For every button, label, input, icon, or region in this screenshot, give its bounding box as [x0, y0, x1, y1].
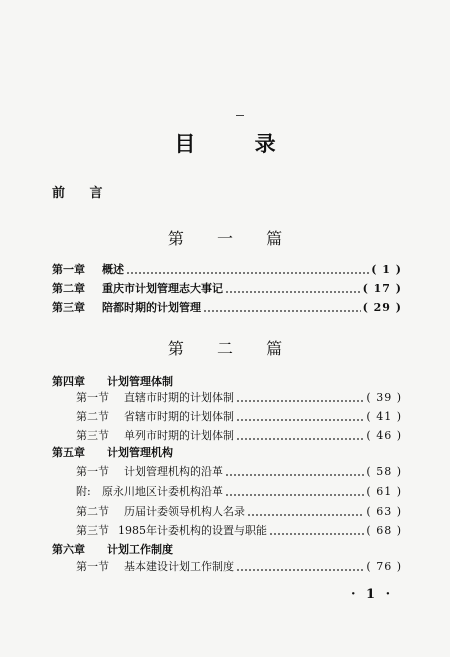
section-title: 历届计委领导机构人名录: [124, 505, 245, 518]
section-title: 基本建设计划工作制度: [124, 560, 234, 573]
preface-link[interactable]: 前 言: [52, 186, 113, 201]
page-number: ( 46 ): [366, 428, 402, 442]
dot-leader: [247, 502, 364, 520]
section-number: 第一节: [76, 465, 109, 478]
chapter-title: 计划工作制度: [107, 543, 173, 556]
section-title: 计划管理机构的沿革: [124, 465, 223, 478]
part-one-heading: 第 一 篇: [167, 229, 297, 248]
chapter-title: 陪都时期的计划管理: [102, 301, 201, 314]
toc-entry-section[interactable]: [76, 426, 402, 444]
dot-leader: [269, 521, 364, 539]
section-number: 第一节: [76, 560, 109, 573]
section-title: 省辖市时期的计划体制: [124, 410, 234, 423]
page-number: ( 58 ): [366, 464, 402, 478]
toc-entry-chapter-3[interactable]: [52, 298, 402, 316]
section-title: 直辖市时期的计划体制: [124, 391, 234, 404]
dot-leader: [225, 279, 361, 297]
part-two-heading: 第 二 篇: [167, 339, 297, 358]
toc-entry-chapter-1[interactable]: [52, 260, 402, 278]
page-number: ( 68 ): [366, 523, 402, 537]
chapter-title: 概述: [102, 263, 124, 276]
chapter-title: 计划管理体制: [107, 375, 173, 388]
toc-chapter-5-heading[interactable]: [52, 443, 173, 461]
dot-leader: [225, 462, 364, 480]
toc-entry-section[interactable]: [76, 462, 402, 480]
page-number: ( 39 ): [366, 390, 402, 404]
chapter-number: 第五章: [52, 446, 85, 459]
page-number: ( 1 ): [371, 262, 402, 276]
dot-leader: [236, 426, 364, 444]
section-number: 第一节: [76, 391, 109, 404]
chapter-title: 重庆市计划管理志大事记: [102, 282, 223, 295]
page-number: ( 29 ): [362, 300, 402, 314]
section-title: 1985年计委机构的设置与职能: [118, 524, 267, 537]
chapter-title: 计划管理机构: [107, 446, 173, 459]
dot-leader: [236, 557, 364, 575]
chapter-number: 第四章: [52, 375, 85, 388]
section-number: 第二节: [76, 505, 109, 518]
dot-leader: [236, 407, 364, 425]
dot-leader: [225, 482, 364, 500]
title-mark: [236, 115, 244, 116]
toc-entry-section[interactable]: [76, 407, 402, 425]
toc-entry-section[interactable]: [76, 521, 402, 539]
toc-entry-section[interactable]: [76, 557, 402, 575]
chapter-number: 第一章: [52, 263, 85, 276]
chapter-number: 第六章: [52, 543, 85, 556]
chapter-number: 第三章: [52, 301, 85, 314]
toc-entry-section[interactable]: [76, 502, 402, 520]
page-footer-number: · 1 ·: [351, 587, 394, 602]
toc-entry-section[interactable]: [76, 388, 402, 406]
appendix-marker: 附:: [76, 485, 91, 498]
toc-entry-appendix[interactable]: [76, 482, 402, 500]
toc-chapter-6-heading[interactable]: [52, 540, 173, 558]
section-number: 第三节: [76, 524, 109, 537]
section-title: 单列市时期的计划体制: [124, 429, 234, 442]
dot-leader: [203, 298, 361, 316]
page-number: ( 17 ): [362, 281, 402, 295]
toc-entry-chapter-2[interactable]: [52, 279, 402, 297]
page-title: 目 录: [174, 131, 302, 156]
chapter-number: 第二章: [52, 282, 85, 295]
section-number: 第三节: [76, 429, 109, 442]
dot-leader: [236, 388, 364, 406]
page-number: ( 76 ): [366, 559, 402, 573]
page-number: ( 41 ): [366, 409, 402, 423]
page-number: ( 63 ): [366, 504, 402, 518]
dot-leader: [126, 260, 369, 278]
section-number: 第二节: [76, 410, 109, 423]
section-title: 原永川地区计委机构沿革: [102, 485, 223, 498]
page-number: ( 61 ): [366, 484, 402, 498]
